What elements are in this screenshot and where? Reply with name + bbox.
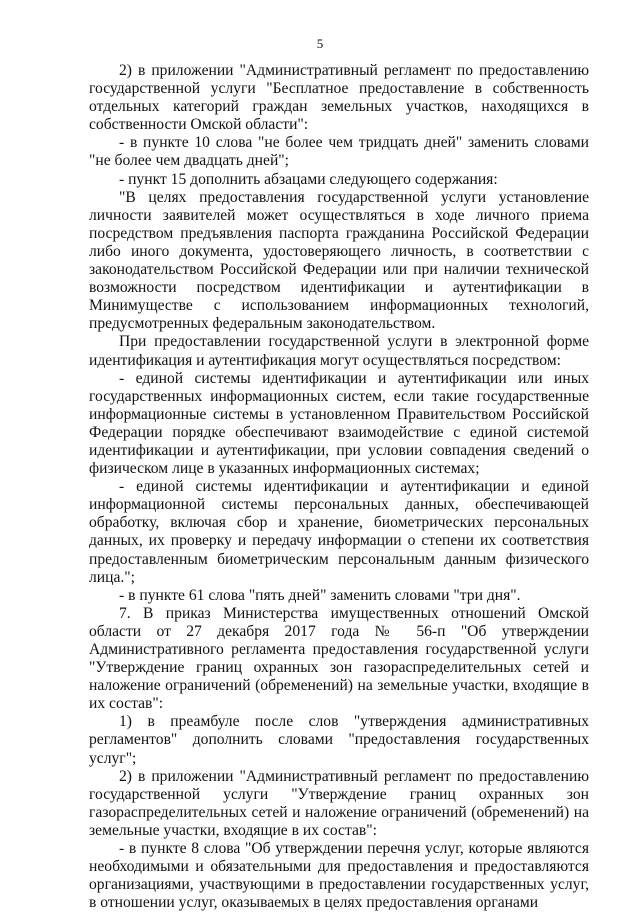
paragraph-item-2-appendix: 2) в приложении "Административный регламент по предоставлению государственной услуги "Бесплатное предоставление в собственность отдельных категорий граждан земельных участков, находящихся в собственности Омской области": [89,62,589,134]
paragraph-preamble: 1) в преамбуле после слов "утверждения административных регламентов" дополнить словами "предоставления государственных услуг"; [89,713,589,767]
paragraph-point-61: - в пункте 61 слова "пять дней" заменить словами "три дня". [119,586,521,604]
paragraph-unified-system-1: - единой системы идентификации и аутентификации или иных государственных информационных систем, если такие государственные информационные системы в установленном Правительством Российской Федерации порядке обеспечивают взаимодействие с единой системой идентификации и аутентификации, при условии совпадения сведений о физическом лице в указанных информационных системах; [89,369,589,478]
paragraph-point-8: - в пункте 8 слова "Об утверждении перечня услуг, которые являются необходимыми и обязательными для предоставления и предоставляются организациями, участвующими в предоставлении государственных услуг, в отношении услуг, оказываемых в целях предоставления органами [89,840,589,912]
paragraph-appendix-2: 2) в приложении "Административный регламент по предоставлению государственной услуги "Утверждение границ охранных зон газораспределительных сетей и наложение ограничений (обременений) на земельные участки, входящие в их состав": [89,767,589,839]
document-body [89,62,589,912]
paragraph-identity-verification: "В целях предоставления государственной услуги установление личности заявителей может осуществляться в ходе личного приема посредством предъявления паспорта гражданина Российской Федерации либо иного документа, удостоверяющего личность, в соответствии с законодательством Российской Федерации или при наличии технической возможности посредством идентификации и аутентификации в Минимуществе с использованием информационных технологий, предусмотренных федеральным законодательством. [89,188,589,333]
paragraph-order-7: 7. В приказ Министерства имущественных отношений Омской области от 27 декабря 2017 года № 56-п "Об утверждении Административного регламента предоставления государственной услуги "Утверждение границ охранных зон газораспределительных сетей и наложение ограничений (обременений) на земельные участки, входящие в их состав": [89,604,589,713]
paragraph-unified-system-2: - единой системы идентификации и аутентификации и единой информационной системы персональных данных, обеспечивающей обработку, включая сбор и хранение, биометрических персональных данных, их проверку и передачу информации о степени их соответствия предоставленным биометрическим персональным данным физического лица."; [89,478,589,586]
paragraph-point-10: - в пункте 10 слова "не более чем тридцать дней" заменить словами "не более чем двадцать дней"; [89,134,589,170]
paragraph-point-15: - пункт 15 дополнить абзацами следующего содержания: [119,170,498,188]
page-number: 5 [316,36,324,51]
paragraph-electronic-form: При предоставлении государственной услуги в электронной форме идентификация и аутентификация могут осуществляться посредством: [89,333,589,369]
